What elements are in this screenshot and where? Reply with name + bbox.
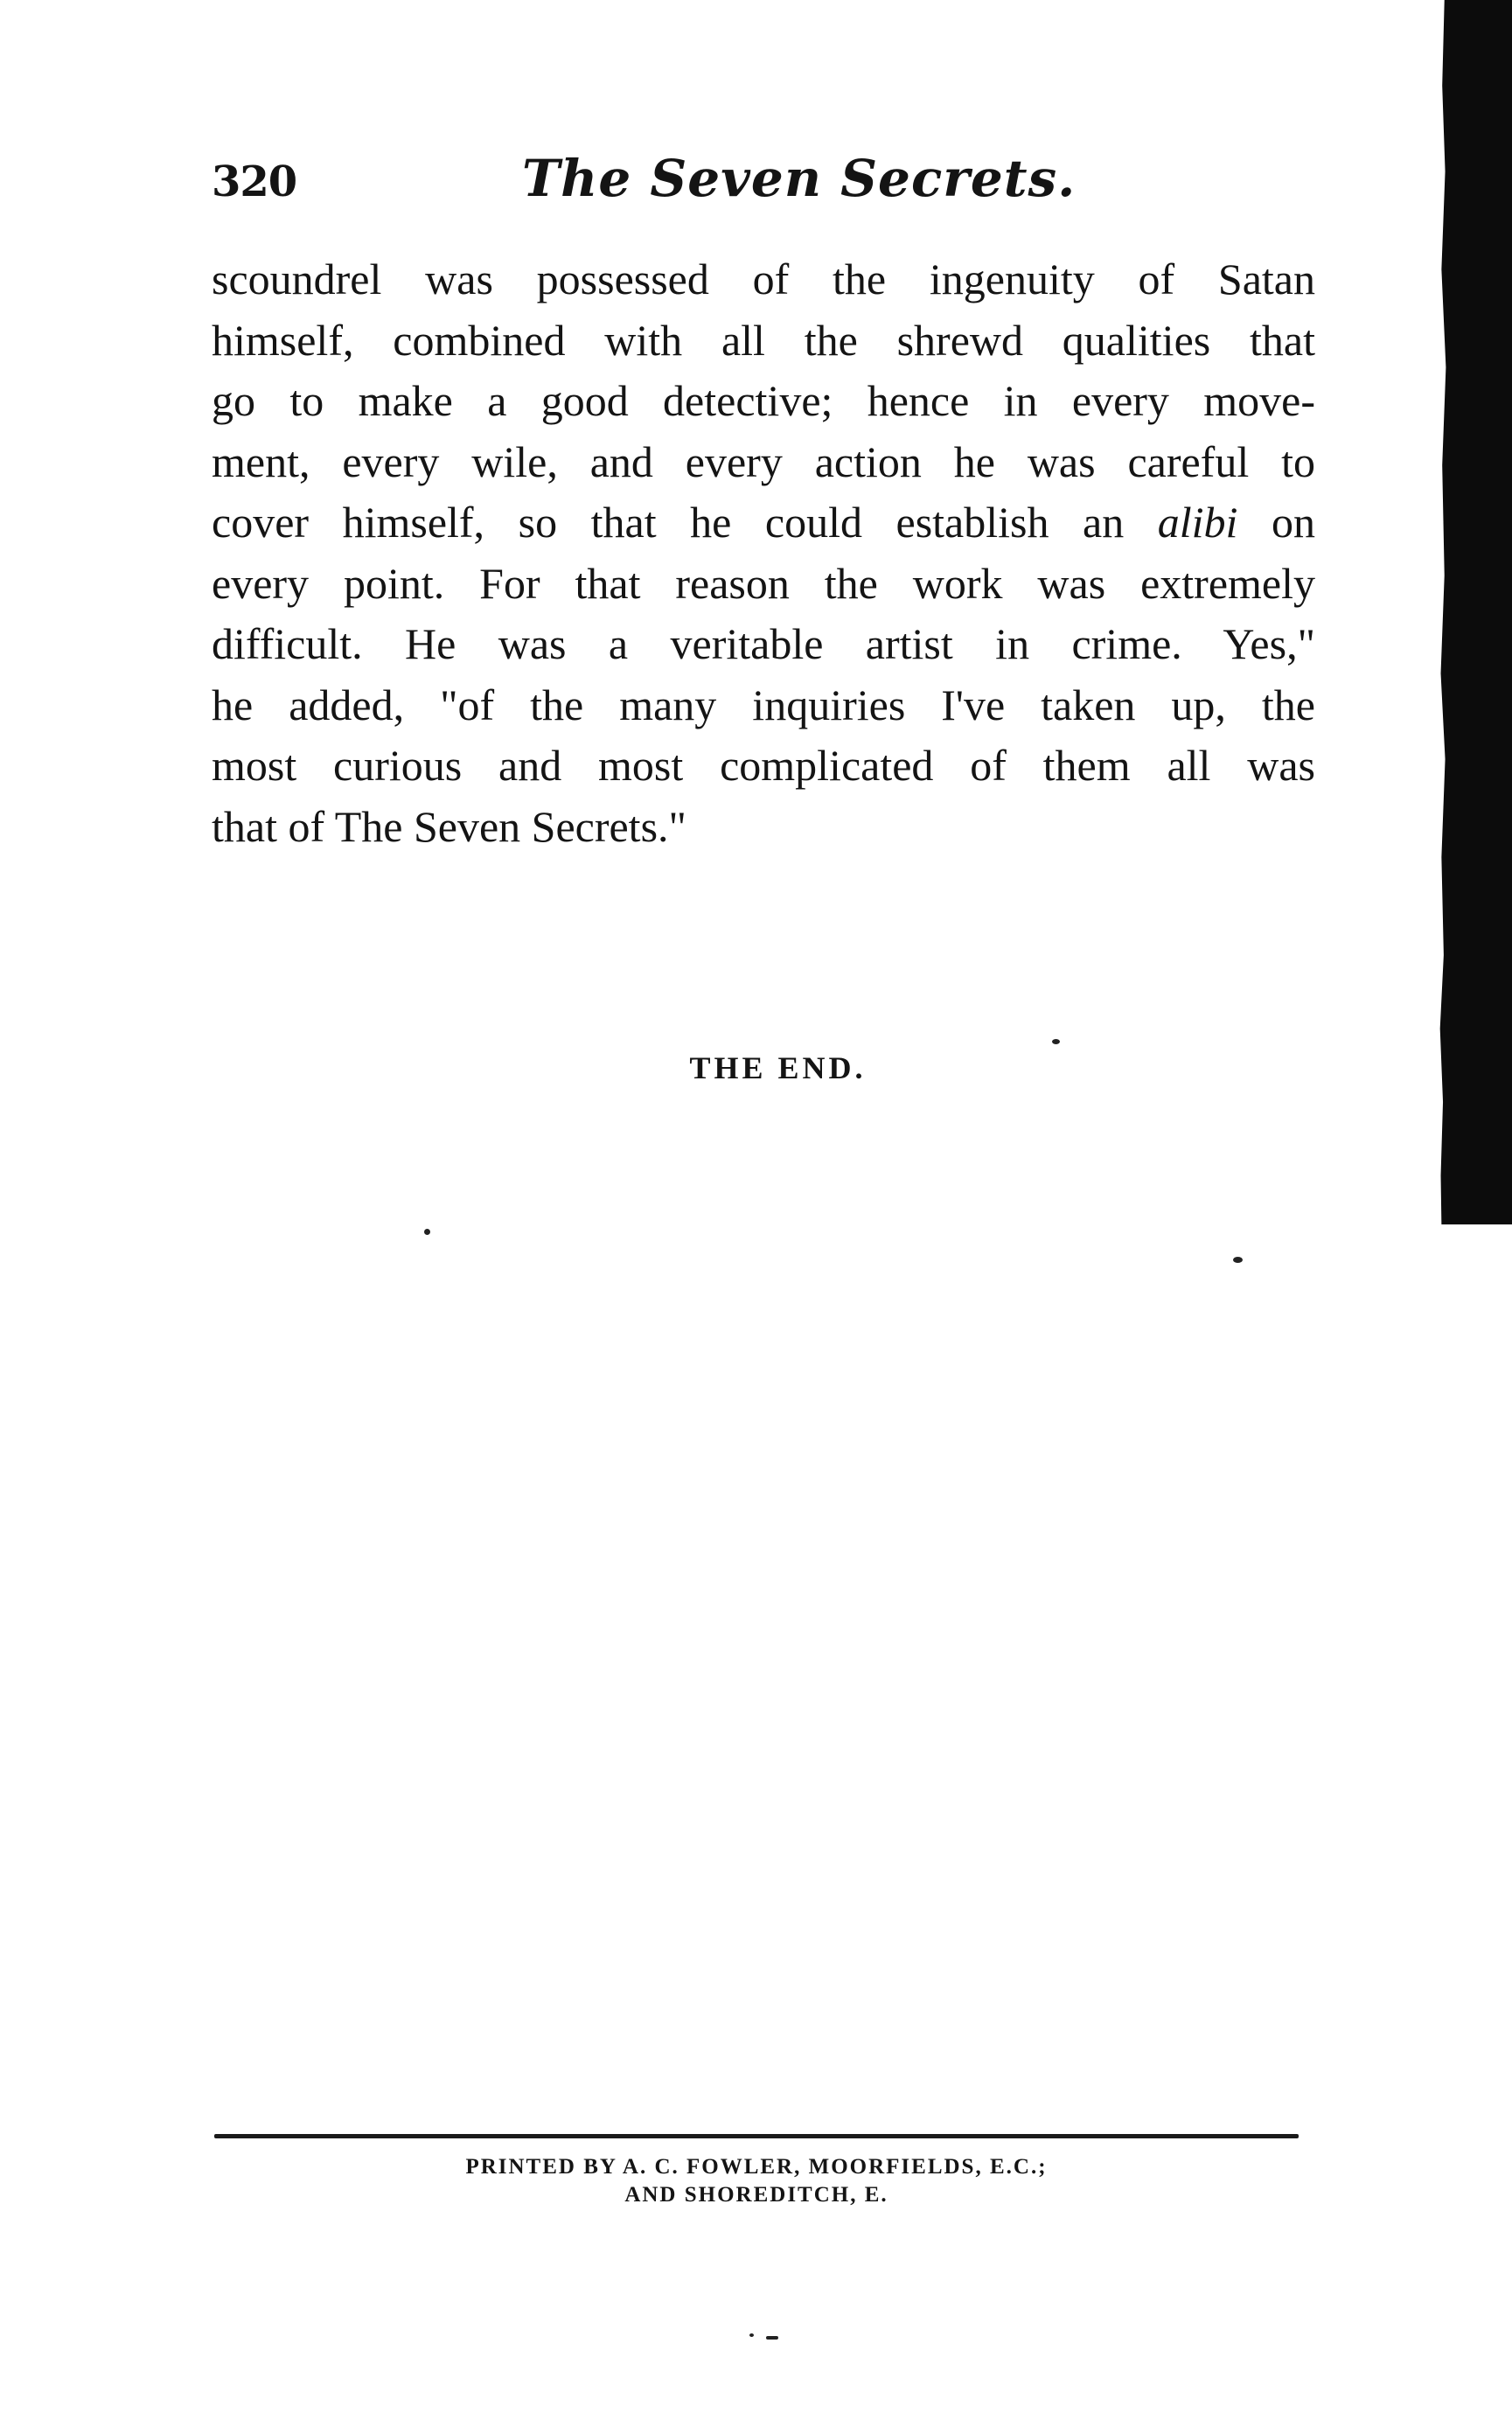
text-line: ment, every wile, and every action he was careful to xyxy=(212,436,1315,486)
printer-imprint xyxy=(214,2153,1299,2209)
text-line: difficult. He was a veritable artist in crime. Yes," xyxy=(212,619,1315,668)
footer-rule xyxy=(214,2134,1299,2138)
text-line: that of The Seven Secrets." xyxy=(212,801,686,851)
print-speck xyxy=(766,2336,778,2340)
text-line: most curious and most complicated of them all was xyxy=(212,741,1315,790)
print-speck xyxy=(424,1229,430,1235)
print-speck xyxy=(749,2333,754,2337)
print-speck xyxy=(1233,1257,1243,1263)
the-end-text: THE END. xyxy=(689,1050,867,1085)
page-number: 320 xyxy=(212,157,297,206)
page-header xyxy=(212,149,1315,219)
imprint-line: AND SHOREDITCH, E. xyxy=(624,2183,888,2207)
text-segment: cover himself, so that he could establish an xyxy=(212,498,1125,547)
body-text xyxy=(212,249,1315,857)
text-line: himself, combined with all the shrewd qualities that xyxy=(212,315,1315,365)
text-line: go to make a good detective; hence in every move- xyxy=(212,376,1315,425)
imprint-line: PRINTED BY A. C. FOWLER, MOORFIELDS, E.C.; xyxy=(465,2155,1048,2179)
binding-shadow xyxy=(1439,0,1512,1224)
text-line: he added, "of the many inquiries I've taken up, the xyxy=(212,680,1315,729)
text-segment: on xyxy=(1272,498,1315,547)
text-line xyxy=(212,492,1315,554)
the-end-heading xyxy=(0,1050,1512,1086)
text-line: every point. For that reason the work was extremely xyxy=(212,558,1315,608)
running-title: The Seven Secrets. xyxy=(522,149,1077,208)
text-line: scoundrel was possessed of the ingenuity of Satan xyxy=(212,255,1315,303)
italic-word: alibi xyxy=(1157,498,1238,547)
print-speck xyxy=(1052,1039,1060,1044)
